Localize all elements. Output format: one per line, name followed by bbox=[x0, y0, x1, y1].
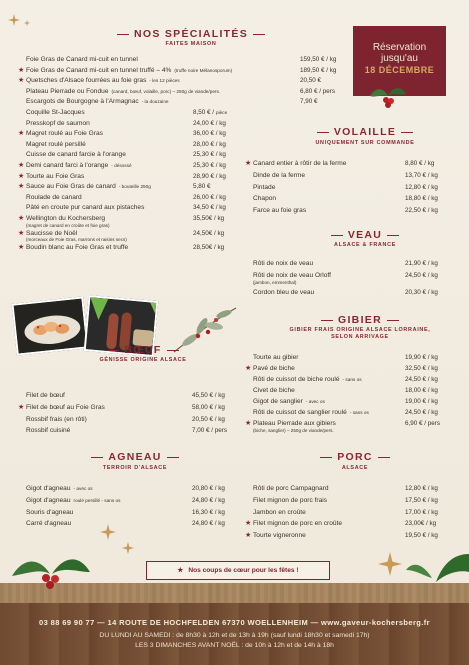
item-name: Escargots de Bourgogne à l'Armagnac bbox=[26, 98, 139, 106]
item-name: Canard entier à rôtir de la ferme bbox=[253, 160, 347, 167]
agneau-title: AGNEAU bbox=[40, 451, 230, 463]
item-name: Filet de bœuf bbox=[26, 392, 65, 399]
boeuf-item bbox=[26, 392, 65, 400]
specialites-item bbox=[18, 162, 132, 170]
item-name: Sauce au Foie Gras de canard bbox=[26, 183, 116, 191]
item-price: 20,50 € bbox=[300, 77, 322, 85]
item-price: 8,50 € / pièce bbox=[193, 109, 228, 116]
item-subtext: (morceaux de Foie Gras, marrons et raisins secs) bbox=[26, 237, 127, 243]
agneau-item bbox=[26, 509, 73, 517]
item-name: Roulade de canard bbox=[26, 193, 82, 201]
footer-hours-sunday: LES 3 DIMANCHES AVANT NOËL : de 10h à 12h et de 14h à 18h bbox=[135, 642, 334, 649]
item-name: Coquille St-Jacques bbox=[26, 109, 85, 116]
item-price: 34,50 € / kg bbox=[193, 204, 226, 212]
gibier-title: GIBIER bbox=[260, 314, 460, 326]
star-icon: ★ bbox=[18, 244, 25, 252]
item-name: Pâté en croute pur canard aux pistaches bbox=[26, 204, 145, 212]
item-price: 24,50 € / kg bbox=[405, 409, 438, 416]
item-name: Gigot d'agneau bbox=[26, 485, 71, 492]
volaille-item bbox=[253, 207, 306, 215]
volaille-title: VOLAILLE bbox=[270, 126, 460, 138]
item-subtext: (magret de canard en croûte et foie gras) bbox=[26, 222, 110, 228]
item-name: Magret roulé persillé bbox=[26, 140, 86, 148]
item-price: 12,80 € / kg bbox=[405, 183, 438, 191]
star-icon: ★ bbox=[18, 183, 25, 191]
holly-icon bbox=[10, 550, 92, 590]
gibier-subtitle-2: SELON ARRIVAGE bbox=[331, 334, 389, 340]
item-price: 17,00 € / kg bbox=[405, 508, 438, 516]
specialites-item bbox=[26, 109, 85, 117]
item-price: 25,30 € / kg bbox=[193, 162, 226, 169]
specialites-subtitle: FAITES MAISON bbox=[165, 41, 217, 47]
item-price: 12,80 € / kg bbox=[405, 485, 438, 492]
item-price: 159,50 € / kg bbox=[300, 56, 337, 63]
boeuf-item bbox=[26, 416, 87, 424]
star-icon: ★ bbox=[18, 229, 25, 237]
sparkle-icon bbox=[8, 12, 32, 32]
sparkle-icon bbox=[378, 552, 402, 576]
item-price: 24,80 € / kg bbox=[192, 496, 225, 504]
item-price: 28,00 € / kg bbox=[193, 140, 226, 148]
item-price: 58,00 € / kg bbox=[192, 403, 225, 411]
item-note: - désossé bbox=[111, 163, 132, 168]
boeuf-item bbox=[18, 403, 105, 412]
veau-title: VEAU bbox=[270, 229, 460, 241]
star-icon: ★ bbox=[18, 66, 25, 74]
item-price: 35,50€ / kg bbox=[193, 215, 225, 222]
item-price: 23,00€ / kg bbox=[405, 520, 437, 528]
porc-item bbox=[245, 532, 306, 540]
porc-subtitle: ALSACE bbox=[341, 465, 369, 471]
item-name: Presskopf de saumon bbox=[26, 119, 90, 127]
item-note: roulé persillé - sans os bbox=[73, 497, 121, 503]
item-name: Cuisse de canard farcie à l'orange bbox=[26, 151, 126, 159]
porc-item bbox=[245, 520, 343, 528]
gibier-subtitle-1: GIBIER FRAIS ORIGINE ALSACE LORRAINE, bbox=[289, 327, 431, 333]
specialites-item bbox=[26, 151, 126, 159]
footer-hours-week: DU LUNDI AU SAMEDI : de 8h30 à 12h et de 13h à 19h (sauf lundi 18h30 et samedi 17h) bbox=[99, 632, 370, 639]
agneau-item bbox=[26, 520, 71, 528]
item-name: Demi canard farci à l'orange bbox=[26, 162, 109, 169]
specialites-item bbox=[26, 204, 144, 212]
star-icon: ★ bbox=[18, 162, 25, 169]
specialites-item bbox=[26, 120, 90, 128]
star-icon: ★ bbox=[18, 130, 25, 138]
specialites-item bbox=[26, 141, 86, 149]
item-name: Tourte au Foie Gras bbox=[26, 172, 85, 180]
item-note: - la douzaine bbox=[141, 99, 169, 105]
specialites-item bbox=[18, 66, 233, 75]
item-name: Foie Gras de Canard mi-cuit en tunnel truffé – 4% bbox=[26, 66, 172, 74]
item-name: Rôti de cuissot de sanglier roulé bbox=[253, 409, 347, 416]
veau-item bbox=[253, 289, 314, 297]
agneau-item bbox=[26, 485, 93, 493]
sparkle-icon bbox=[100, 524, 140, 560]
item-name: Saucisse de Noël bbox=[26, 229, 78, 237]
reservation-date: 18 DÉCEMBRE bbox=[364, 65, 435, 75]
item-price: 189,50 € / kg bbox=[300, 66, 337, 74]
item-name: Tourte au gibier bbox=[253, 354, 299, 361]
gibier-item bbox=[253, 376, 362, 384]
item-price: 19,90 € / kg bbox=[405, 354, 438, 361]
item-price: 16,30 € / kg bbox=[192, 508, 225, 516]
item-name: Quetsches d'Alsace fourrées au foie gras bbox=[26, 77, 147, 85]
item-name: Rôti de porc Campagnard bbox=[253, 485, 329, 492]
item-price: 8,80 € / kg bbox=[405, 160, 435, 167]
agneau-subtitle: TERROIR D'ALSACE bbox=[102, 465, 168, 471]
gibier-item bbox=[253, 409, 369, 417]
volaille-item bbox=[253, 184, 275, 192]
item-name: Filet mignon de porc en croûte bbox=[253, 520, 343, 528]
boeuf-subtitle: GÉNISSE ORIGINE ALSACE bbox=[99, 357, 187, 363]
porc-item bbox=[253, 509, 306, 517]
star-icon: ★ bbox=[245, 365, 252, 372]
item-price: 19,50 € / kg bbox=[405, 532, 438, 540]
item-price: 13,70 € / kg bbox=[405, 171, 438, 179]
item-price: 24,50 € / kg bbox=[405, 376, 438, 383]
item-name: Plateau Pierrade ou Fondue bbox=[26, 87, 109, 95]
gibier-item bbox=[253, 354, 298, 362]
item-name: Rôti de cuissot de biche roulé bbox=[253, 376, 340, 383]
item-name: Wellington du Kochersberg bbox=[26, 215, 106, 222]
item-price: 28,90 € / kg bbox=[193, 172, 226, 180]
item-name: Carré d'agneau bbox=[26, 520, 72, 528]
porc-item bbox=[253, 497, 327, 505]
boeuf-item bbox=[26, 427, 70, 435]
footer-contact: 03 88 69 90 77 — 14 ROUTE DE HOCHFELDEN 67370 WOELLENHEIM — www.gaveur-kochersberg.fr bbox=[39, 618, 430, 627]
item-price: 45,50 € / kg bbox=[192, 392, 225, 399]
item-subtext: (jambon, emmenthal) bbox=[253, 279, 297, 285]
item-name: Boudin blanc au Foie Gras et truffe bbox=[26, 244, 129, 252]
star-icon: ★ bbox=[177, 567, 184, 574]
item-name: Rossbif cuisiné bbox=[26, 427, 71, 435]
specialites-item bbox=[18, 183, 151, 191]
item-price: 32,50 € / kg bbox=[405, 365, 438, 372]
item-note: - bouteille 250g bbox=[118, 184, 151, 190]
item-note: (canard, bœuf, volaille, porc) – 250g de viande/pers. bbox=[111, 88, 221, 94]
specialites-item bbox=[26, 88, 220, 96]
item-price: 28,50€ / kg bbox=[193, 244, 225, 252]
item-price: 24,00 € / kg bbox=[193, 119, 226, 127]
holly-icon bbox=[402, 548, 469, 588]
item-name: Pavé de biche bbox=[253, 365, 295, 372]
veau-subtitle: ALSACE & FRANCE bbox=[333, 242, 396, 248]
volaille-item bbox=[253, 195, 276, 203]
item-price: 24,80 € / kg bbox=[192, 520, 225, 528]
volaille-subtitle: UNIQUEMENT SUR COMMANDE bbox=[315, 140, 415, 146]
item-name: Souris d'agneau bbox=[26, 508, 74, 516]
item-price: 18,00 € / kg bbox=[405, 387, 438, 394]
item-price: 21,90 € / kg bbox=[405, 260, 438, 267]
specialites-title: NOS SPÉCIALITÉS bbox=[96, 28, 286, 40]
agneau-item bbox=[26, 497, 120, 505]
item-name: Rossbif frais (en rôti) bbox=[26, 415, 87, 423]
item-name: Foie Gras de Canard mi-cuit en tunnel bbox=[26, 56, 138, 63]
star-icon: ★ bbox=[245, 160, 252, 167]
favorites-banner bbox=[146, 561, 330, 580]
specialites-item bbox=[26, 194, 82, 202]
star-icon: ★ bbox=[245, 420, 252, 427]
volaille-item bbox=[253, 172, 305, 180]
item-price: 20,30 € / kg bbox=[405, 288, 438, 296]
item-name: Farce au foie gras bbox=[253, 207, 307, 215]
star-icon: ★ bbox=[245, 520, 252, 528]
star-icon: ★ bbox=[18, 215, 25, 222]
item-price: 18,80 € / kg bbox=[405, 195, 438, 203]
specialites-item bbox=[18, 172, 85, 181]
item-name: Rôti de noix de veau Orloff bbox=[253, 272, 331, 280]
item-name: Chapon bbox=[253, 195, 277, 203]
star-icon: ★ bbox=[18, 403, 25, 411]
item-name: Gigot de sanglier bbox=[253, 398, 303, 405]
veau-item bbox=[253, 260, 313, 268]
item-note: - avec os bbox=[305, 399, 325, 404]
item-price: 6,80 € / pers bbox=[300, 87, 336, 95]
item-name: Plateau Pierrade aux gibiers bbox=[253, 420, 336, 427]
reservation-line1: Réservation bbox=[372, 42, 427, 53]
boeuf-title: BŒUF bbox=[48, 344, 238, 356]
gibier-item bbox=[253, 387, 295, 395]
item-note: - sans os bbox=[349, 410, 369, 415]
holly-icon bbox=[366, 82, 410, 110]
item-price: 17,50 € / kg bbox=[405, 496, 438, 504]
specialites-item bbox=[26, 56, 138, 64]
item-note: - avec os bbox=[73, 486, 93, 491]
specialites-item bbox=[26, 98, 169, 106]
favorites-text: Nos coups de cœur pour les fêtes ! bbox=[188, 567, 299, 574]
item-price: 19,00 € / kg bbox=[405, 398, 438, 405]
item-price: 20,50 € / kg bbox=[192, 415, 225, 423]
item-name: Gigot d'agneau bbox=[26, 496, 71, 504]
item-price: 7,00 € / pers bbox=[192, 427, 228, 435]
item-price: 6,90 € / pers bbox=[405, 420, 441, 427]
item-name: Jambon en croûte bbox=[253, 508, 306, 516]
gibier-item bbox=[245, 365, 295, 373]
item-price: 20,80 € / kg bbox=[192, 485, 225, 492]
gibier-item bbox=[253, 398, 325, 406]
star-icon: ★ bbox=[245, 532, 252, 540]
item-note: (truffe noire Mélanosporum) bbox=[174, 67, 233, 73]
reservation-line2: jusqu'au bbox=[381, 53, 418, 64]
item-price: 36,00 € / kg bbox=[193, 130, 226, 138]
item-name: Tourte vigneronne bbox=[253, 532, 306, 540]
star-icon: ★ bbox=[18, 172, 25, 180]
volaille-item bbox=[245, 160, 347, 168]
porc-title: PORC bbox=[260, 451, 450, 463]
star-icon: ★ bbox=[18, 77, 25, 85]
item-name: Filet de bœuf au Foie Gras bbox=[26, 403, 105, 411]
item-name: Dinde de la ferme bbox=[253, 171, 306, 179]
specialites-item bbox=[18, 244, 129, 252]
item-price: 5,80 € bbox=[193, 183, 211, 191]
specialites-item bbox=[18, 77, 180, 85]
item-price: 24,50 € / kg bbox=[405, 272, 438, 280]
porc-item bbox=[253, 485, 329, 493]
item-unit: pièce bbox=[216, 110, 228, 115]
item-name: Cordon bleu de veau bbox=[253, 288, 315, 296]
item-name: Magret roulé au Foie Gras bbox=[26, 130, 103, 138]
item-price: 24,50€ / kg bbox=[193, 229, 225, 237]
item-subtext: (biche, sanglier) – 250g de viande/pers. bbox=[253, 427, 334, 433]
item-name: Pintade bbox=[253, 183, 276, 191]
item-note: - les 12 pièces bbox=[149, 78, 180, 84]
specialites-item bbox=[18, 130, 103, 138]
item-price: 7,90 € bbox=[300, 98, 318, 106]
item-name: Filet mignon de porc frais bbox=[253, 496, 328, 504]
item-name: Civet de biche bbox=[253, 387, 295, 394]
item-note: - sans os bbox=[342, 377, 362, 382]
item-price: 22,50 € / kg bbox=[405, 207, 438, 215]
item-name: Rôti de noix de veau bbox=[253, 260, 314, 267]
item-price: 26,00 € / kg bbox=[193, 193, 226, 201]
item-price: 25,30 € / kg bbox=[193, 151, 226, 159]
